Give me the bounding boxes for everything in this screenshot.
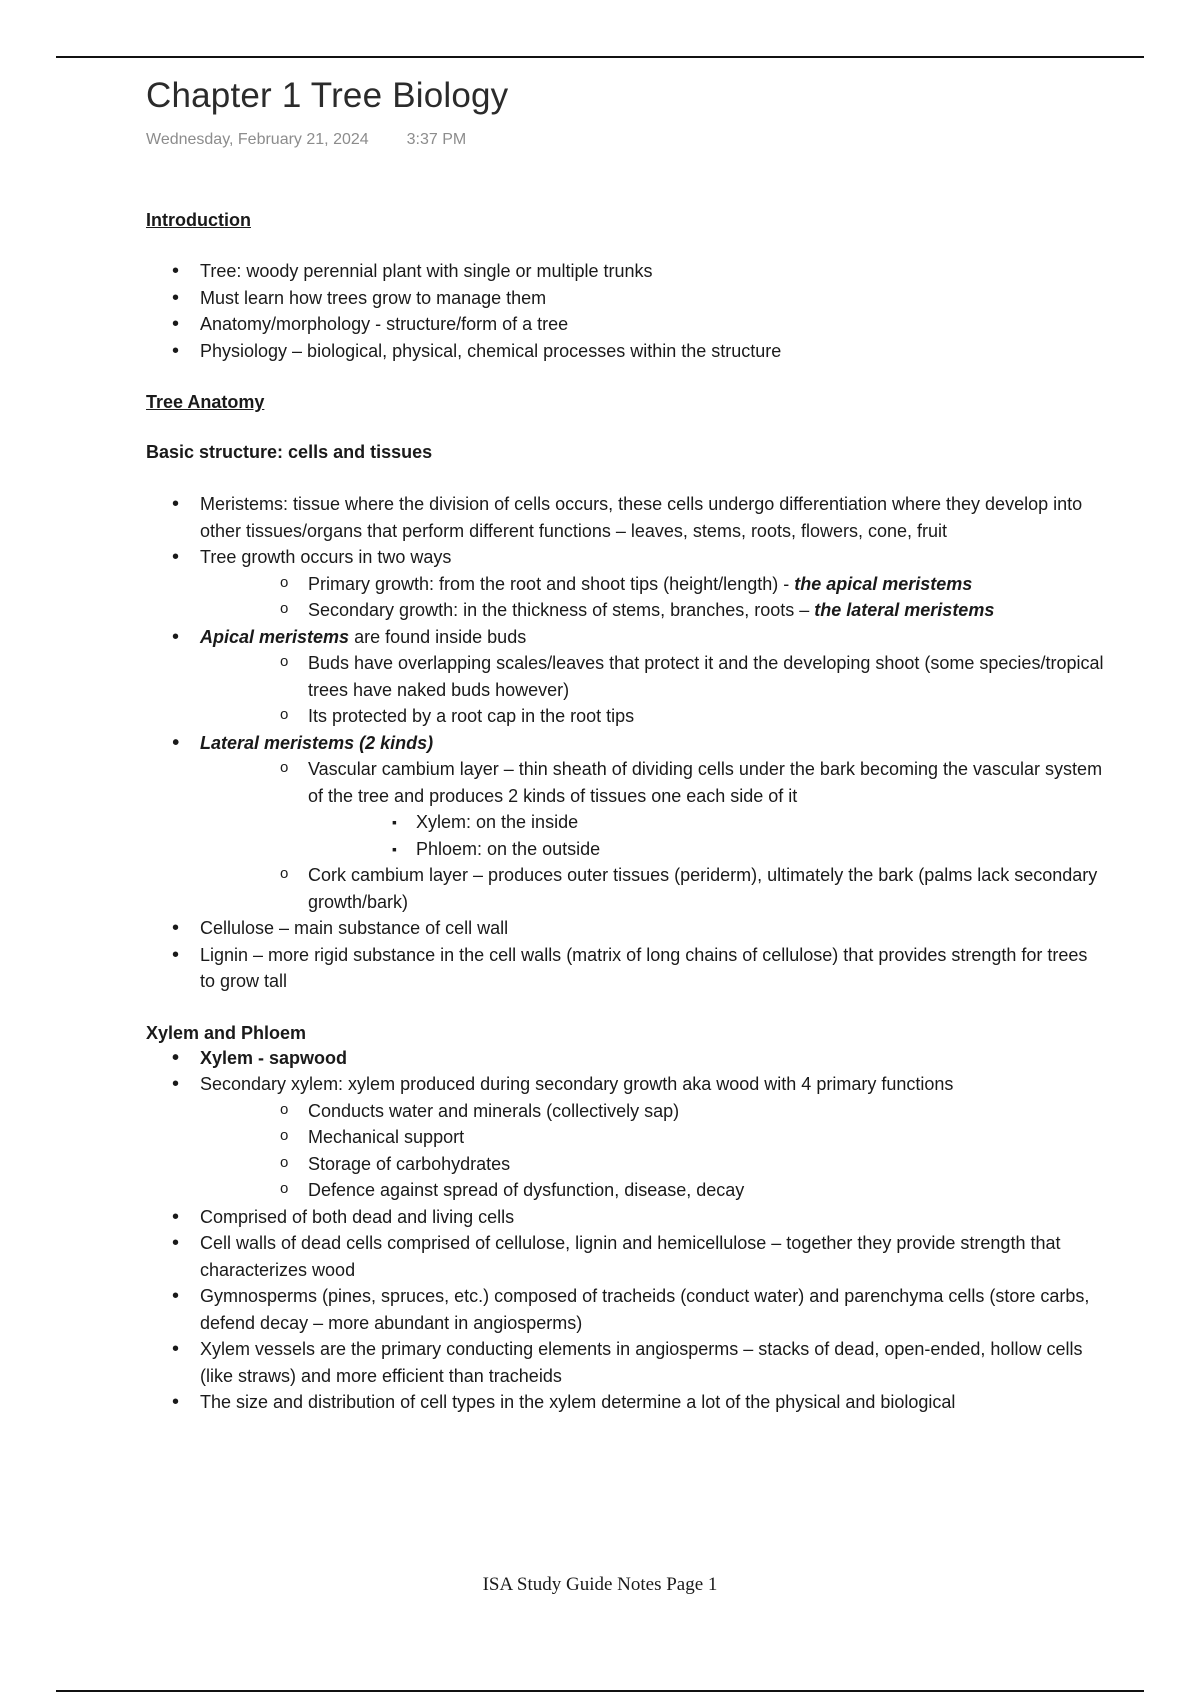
list-item: • Cellulose – main substance of cell wall [146, 915, 1106, 942]
apical-emphasis: Apical meristems [200, 626, 350, 647]
xylem-details-list [146, 1204, 1106, 1416]
cell-wall-list [146, 915, 1106, 995]
page-footer: ISA Study Guide Notes Page 1 [482, 1574, 718, 1595]
list-item: o Buds have overlapping scales/leaves that protect it and the developing shoot (some species/tropical trees have naked buds however) [146, 650, 1106, 703]
secondary-growth-emphasis: the lateral meristems [814, 600, 995, 620]
lateral-sublist [146, 756, 1106, 809]
page-title: Chapter 1 Tree Biology [146, 76, 509, 115]
list-item: • Tree: woody perennial plant with single or multiple trunks [146, 258, 1106, 285]
introduction-heading: Introduction [146, 210, 251, 230]
growth-sublist [146, 571, 1106, 624]
lateral-list [146, 730, 1106, 757]
page-content [146, 72, 1106, 1416]
apical-sublist [146, 650, 1106, 730]
introduction-list [146, 258, 1106, 364]
xylem-phloem-heading: Xylem and Phloem [146, 1022, 307, 1043]
list-item: • Xylem vessels are the primary conducting elements in angiosperms – stacks of dead, open-ended, hollow cells (like straws) and more efficient than tracheids [146, 1336, 1106, 1389]
list-item: • Gymnosperms (pines, spruces, etc.) composed of tracheids (conduct water) and parenchyma cells (store carbs, defend decay – more abundant in angiosperms) [146, 1283, 1106, 1336]
list-item: ▪ Phloem: on the outside [146, 836, 1106, 863]
primary-growth-emphasis: the apical meristems [794, 573, 973, 594]
list-item: • Must learn how trees grow to manage them [146, 285, 1106, 312]
apical-list [146, 624, 1106, 651]
list-item: • Meristems: tissue where the division of cells occurs, these cells undergo differentiation where they develop into other tissues/organs that perform different functions – leaves, stems, roots, flowers, cone, fruit [146, 491, 1106, 544]
xylem-list [146, 1045, 1106, 1098]
list-item: • The size and distribution of cell types in the xylem determine a lot of the physical and biological [146, 1389, 1106, 1416]
top-rule [56, 56, 1144, 58]
cork-sublist [146, 862, 1106, 915]
list-item: o Cork cambium layer – produces outer tissues (periderm), ultimately the bark (palms lack secondary growth/bark) [146, 862, 1106, 915]
apical-text: are found inside buds [349, 626, 527, 647]
list-item [146, 597, 1106, 624]
list-item: o Storage of carbohydrates [146, 1151, 1106, 1178]
list-item: o Conducts water and minerals (collectively sap) [146, 1098, 1106, 1125]
page-time: 3:37 PM [406, 131, 467, 148]
list-item: • Physiology – biological, physical, chemical processes within the structure [146, 338, 1106, 365]
list-item: o Mechanical support [146, 1124, 1106, 1151]
list-item: • Lateral meristems (2 kinds) [146, 730, 1106, 757]
tree-anatomy-heading: Tree Anatomy [146, 392, 265, 412]
list-item [146, 571, 1106, 598]
secondary-growth-text: Secondary growth: in the thickness of stems, branches, roots – [308, 600, 815, 620]
page-date: Wednesday, February 21, 2024 [146, 131, 369, 148]
list-item: o Defence against spread of dysfunction, disease, decay [146, 1177, 1106, 1204]
page-meta [146, 130, 1106, 150]
bottom-rule [56, 1690, 1144, 1692]
list-item: • Lignin – more rigid substance in the cell walls (matrix of long chains of cellulose) that provides strength for trees to grow tall [146, 942, 1106, 995]
primary-growth-text: Primary growth: from the root and shoot tips (height/length) - [308, 573, 795, 594]
anatomy-list [146, 491, 1106, 571]
list-item: • Anatomy/morphology - structure/form of a tree [146, 311, 1106, 338]
vascular-sublist [146, 809, 1106, 862]
list-item: • Comprised of both dead and living cells [146, 1204, 1106, 1231]
list-item: • Xylem - sapwood [146, 1045, 1106, 1072]
list-item: • Secondary xylem: xylem produced during secondary growth aka wood with 4 primary functions [146, 1071, 1106, 1098]
basic-structure-heading: Basic structure: cells and tissues [146, 442, 433, 462]
list-item: • Tree growth occurs in two ways [146, 544, 1106, 571]
xylem-functions-sublist [146, 1098, 1106, 1204]
list-item: o Its protected by a root cap in the root tips [146, 703, 1106, 730]
list-item: • Cell walls of dead cells comprised of cellulose, lignin and hemicellulose – together they provide strength that characterizes wood [146, 1230, 1106, 1283]
list-item: o Vascular cambium layer – thin sheath of dividing cells under the bark becoming the vascular system of the tree and produces 2 kinds of tissues one each side of it [146, 756, 1106, 809]
list-item [146, 624, 1106, 651]
list-item: ▪ Xylem: on the inside [146, 809, 1106, 836]
